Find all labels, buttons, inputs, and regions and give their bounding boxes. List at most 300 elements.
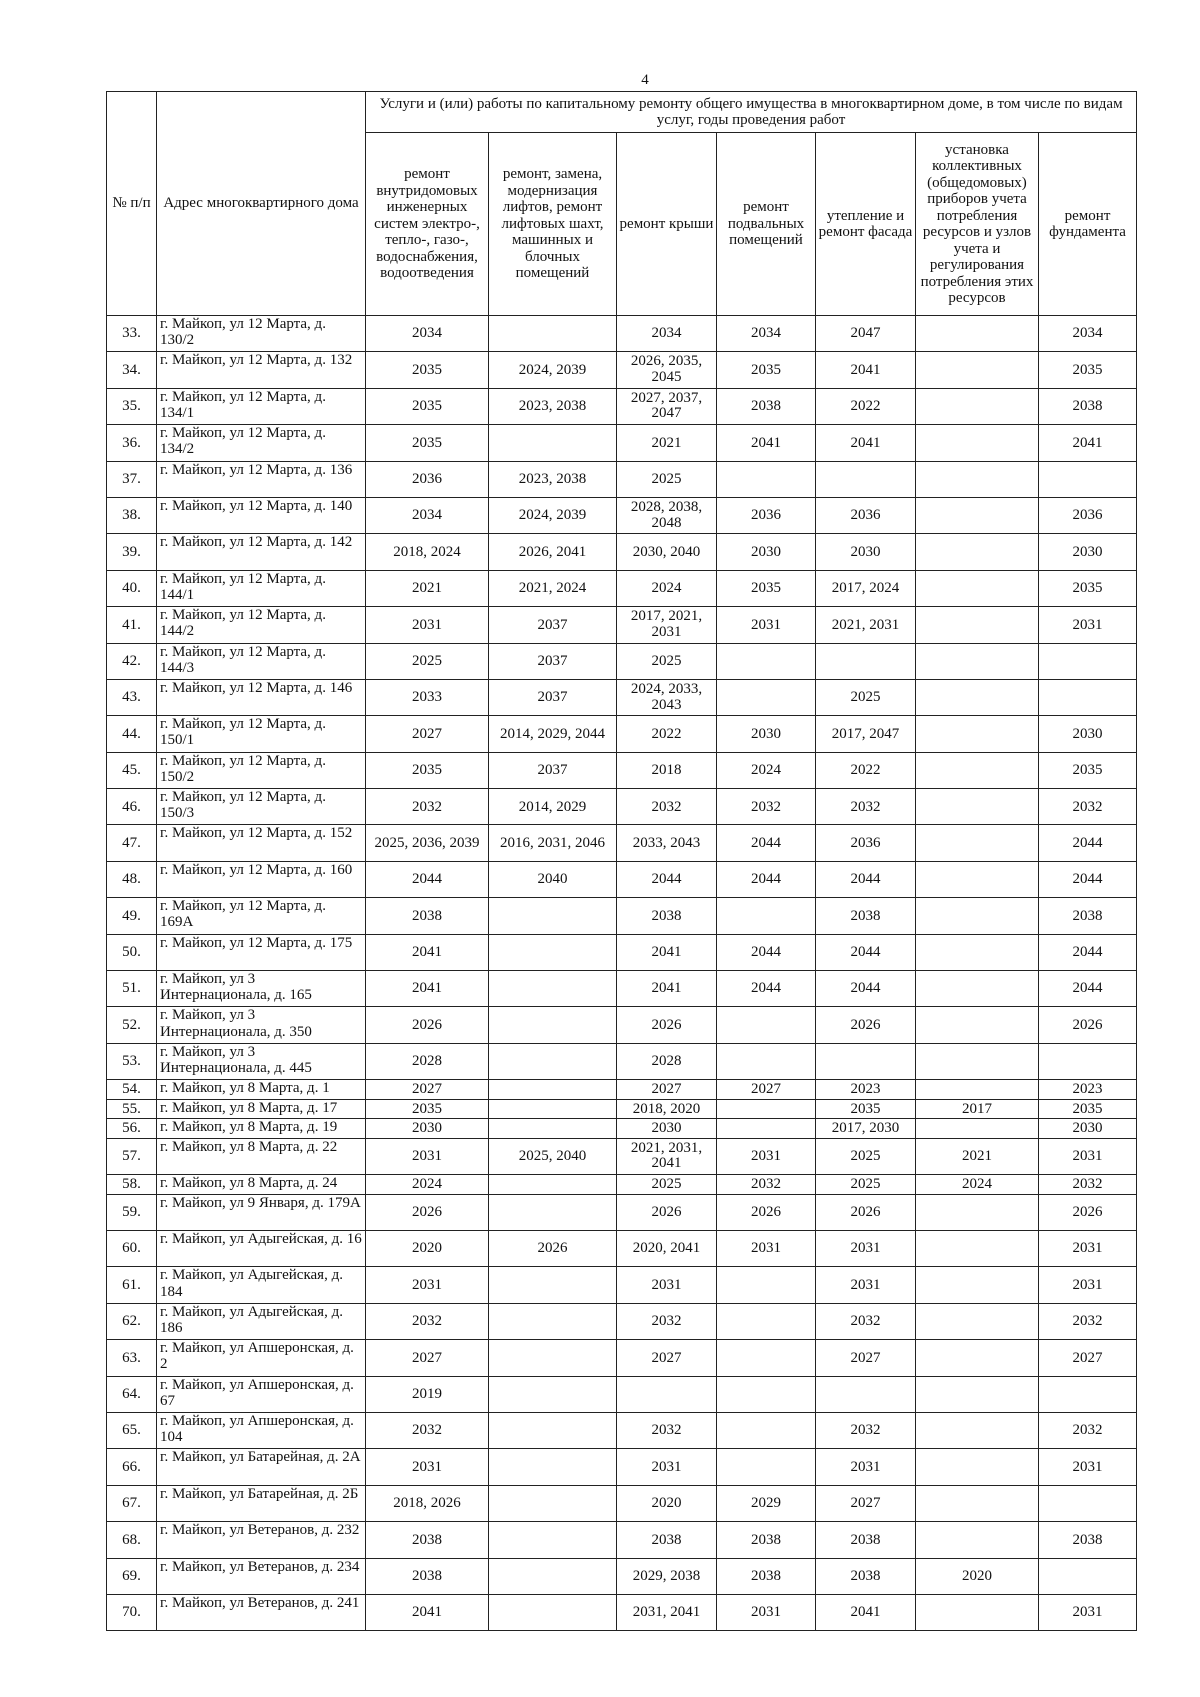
header-row-group bbox=[107, 92, 1137, 133]
cell-meters bbox=[916, 607, 1039, 643]
cell-engineering-systems: 2030 bbox=[366, 1119, 489, 1139]
cell-foundation: 2044 bbox=[1039, 861, 1137, 897]
cell-foundation: 2031 bbox=[1039, 1594, 1137, 1630]
address-cell: г. Майкоп, ул 9 Января, д. 179А bbox=[157, 1194, 366, 1230]
cell-roof: 2026 bbox=[617, 1194, 717, 1230]
cell-roof: 2022 bbox=[617, 716, 717, 752]
cell-basement: 2031 bbox=[717, 1230, 816, 1266]
cell-facade: 2036 bbox=[816, 497, 916, 533]
header-address: Адрес многоквартирного дома bbox=[157, 92, 366, 316]
cell-meters bbox=[916, 1230, 1039, 1266]
cell-engineering-systems: 2038 bbox=[366, 898, 489, 934]
cell-meters bbox=[916, 316, 1039, 352]
cell-engineering-systems: 2027 bbox=[366, 1340, 489, 1376]
cell-elevators bbox=[489, 1376, 617, 1412]
cell-roof bbox=[617, 1376, 717, 1412]
cell-facade: 2044 bbox=[816, 861, 916, 897]
address-cell: г. Майкоп, ул 12 Марта, д. 136 bbox=[157, 461, 366, 497]
address-cell: г. Майкоп, ул 12 Марта, д. 144/3 bbox=[157, 643, 366, 679]
table-row bbox=[107, 461, 1137, 497]
cell-roof: 2018, 2020 bbox=[617, 1099, 717, 1119]
cell-engineering-systems: 2035 bbox=[366, 352, 489, 388]
table-row bbox=[107, 316, 1137, 352]
cell-roof: 2017, 2021, 2031 bbox=[617, 607, 717, 643]
cell-engineering-systems: 2031 bbox=[366, 607, 489, 643]
cell-facade: 2025 bbox=[816, 679, 916, 715]
address-cell: г. Майкоп, ул 3 Интернационала, д. 165 bbox=[157, 971, 366, 1007]
cell-meters bbox=[916, 934, 1039, 970]
cell-foundation: 2032 bbox=[1039, 789, 1137, 825]
address-cell: г. Майкоп, ул Адыгейская, д. 16 bbox=[157, 1230, 366, 1266]
cell-engineering-systems: 2026 bbox=[366, 1194, 489, 1230]
table-row bbox=[107, 825, 1137, 861]
cell-roof: 2021, 2031, 2041 bbox=[617, 1138, 717, 1174]
cell-engineering-systems: 2027 bbox=[366, 1080, 489, 1100]
address-cell: г. Майкоп, ул 12 Марта, д. 142 bbox=[157, 534, 366, 570]
row-number: 33. bbox=[107, 316, 157, 352]
cell-roof: 2025 bbox=[617, 643, 717, 679]
address-cell: г. Майкоп, ул 12 Марта, д. 134/2 bbox=[157, 425, 366, 461]
address-cell: г. Майкоп, ул 12 Марта, д. 150/3 bbox=[157, 789, 366, 825]
cell-foundation: 2044 bbox=[1039, 934, 1137, 970]
cell-foundation bbox=[1039, 679, 1137, 715]
cell-roof: 2038 bbox=[617, 1522, 717, 1558]
cell-meters bbox=[916, 752, 1039, 788]
row-number: 43. bbox=[107, 679, 157, 715]
row-number: 66. bbox=[107, 1449, 157, 1485]
cell-basement: 2031 bbox=[717, 607, 816, 643]
cell-facade: 2038 bbox=[816, 1522, 916, 1558]
cell-foundation: 2031 bbox=[1039, 1449, 1137, 1485]
cell-meters bbox=[916, 1412, 1039, 1448]
cell-meters bbox=[916, 1303, 1039, 1339]
table-row bbox=[107, 1412, 1137, 1448]
table-row bbox=[107, 1449, 1137, 1485]
cell-elevators: 2037 bbox=[489, 752, 617, 788]
cell-foundation: 2031 bbox=[1039, 1230, 1137, 1266]
cell-foundation: 2027 bbox=[1039, 1340, 1137, 1376]
cell-facade: 2038 bbox=[816, 898, 916, 934]
cell-facade: 2031 bbox=[816, 1267, 916, 1303]
cell-meters bbox=[916, 1119, 1039, 1139]
row-number: 44. bbox=[107, 716, 157, 752]
cell-elevators: 2037 bbox=[489, 643, 617, 679]
cell-basement: 2044 bbox=[717, 934, 816, 970]
cell-engineering-systems: 2041 bbox=[366, 934, 489, 970]
table-row bbox=[107, 1138, 1137, 1174]
cell-engineering-systems: 2032 bbox=[366, 1412, 489, 1448]
cell-roof: 2026, 2035, 2045 bbox=[617, 352, 717, 388]
cell-foundation: 2030 bbox=[1039, 716, 1137, 752]
cell-basement: 2031 bbox=[717, 1138, 816, 1174]
address-cell: г. Майкоп, ул 12 Марта, д. 134/1 bbox=[157, 388, 366, 424]
table-row bbox=[107, 534, 1137, 570]
cell-foundation: 2032 bbox=[1039, 1412, 1137, 1448]
cell-meters bbox=[916, 1594, 1039, 1630]
address-cell: г. Майкоп, ул 12 Марта, д. 144/1 bbox=[157, 570, 366, 606]
table-row bbox=[107, 971, 1137, 1007]
cell-basement bbox=[717, 1119, 816, 1139]
table-row bbox=[107, 1558, 1137, 1594]
cell-elevators bbox=[489, 898, 617, 934]
cell-basement: 2024 bbox=[717, 752, 816, 788]
cell-engineering-systems: 2025 bbox=[366, 643, 489, 679]
cell-elevators: 2026, 2041 bbox=[489, 534, 617, 570]
cell-engineering-systems: 2021 bbox=[366, 570, 489, 606]
cell-facade: 2032 bbox=[816, 789, 916, 825]
address-cell: г. Майкоп, ул 12 Марта, д. 140 bbox=[157, 497, 366, 533]
cell-engineering-systems: 2019 bbox=[366, 1376, 489, 1412]
cell-elevators bbox=[489, 1412, 617, 1448]
table-row bbox=[107, 425, 1137, 461]
header-elevators: ремонт, замена, модернизация лифтов, ремонт лифтовых шахт, машинных и блочных помещений bbox=[489, 133, 617, 316]
address-cell: г. Майкоп, ул Адыгейская, д. 184 bbox=[157, 1267, 366, 1303]
cell-facade: 2026 bbox=[816, 1007, 916, 1043]
cell-engineering-systems: 2044 bbox=[366, 861, 489, 897]
cell-basement: 2032 bbox=[717, 789, 816, 825]
cell-facade: 2021, 2031 bbox=[816, 607, 916, 643]
cell-basement: 2044 bbox=[717, 861, 816, 897]
cell-engineering-systems: 2038 bbox=[366, 1522, 489, 1558]
cell-roof: 2034 bbox=[617, 316, 717, 352]
cell-foundation: 2026 bbox=[1039, 1194, 1137, 1230]
cell-basement: 2030 bbox=[717, 534, 816, 570]
cell-elevators bbox=[489, 1267, 617, 1303]
capital-repair-schedule-table bbox=[106, 91, 1137, 1631]
cell-elevators bbox=[489, 1099, 617, 1119]
cell-facade: 2027 bbox=[816, 1340, 916, 1376]
cell-meters bbox=[916, 1449, 1039, 1485]
table-row bbox=[107, 1175, 1137, 1195]
cell-basement: 2035 bbox=[717, 352, 816, 388]
cell-foundation: 2023 bbox=[1039, 1080, 1137, 1100]
cell-facade: 2025 bbox=[816, 1138, 916, 1174]
cell-facade bbox=[816, 643, 916, 679]
header-row-number: № п/п bbox=[107, 92, 157, 316]
header-foundation: ремонт фундамента bbox=[1039, 133, 1137, 316]
table-row bbox=[107, 1043, 1137, 1079]
cell-elevators: 2026 bbox=[489, 1230, 617, 1266]
cell-facade: 2025 bbox=[816, 1175, 916, 1195]
cell-foundation bbox=[1039, 461, 1137, 497]
cell-facade: 2032 bbox=[816, 1412, 916, 1448]
cell-elevators bbox=[489, 971, 617, 1007]
cell-facade: 2041 bbox=[816, 352, 916, 388]
cell-roof: 2026 bbox=[617, 1007, 717, 1043]
cell-basement bbox=[717, 1043, 816, 1079]
cell-roof: 2030, 2040 bbox=[617, 534, 717, 570]
row-number: 55. bbox=[107, 1099, 157, 1119]
cell-foundation: 2026 bbox=[1039, 1007, 1137, 1043]
cell-foundation bbox=[1039, 1376, 1137, 1412]
row-number: 48. bbox=[107, 861, 157, 897]
cell-meters: 2020 bbox=[916, 1558, 1039, 1594]
table-row bbox=[107, 1340, 1137, 1376]
table-row bbox=[107, 898, 1137, 934]
cell-basement: 2030 bbox=[717, 716, 816, 752]
cell-roof: 2025 bbox=[617, 1175, 717, 1195]
cell-facade: 2041 bbox=[816, 1594, 916, 1630]
cell-roof: 2027 bbox=[617, 1080, 717, 1100]
cell-elevators bbox=[489, 1119, 617, 1139]
cell-basement bbox=[717, 643, 816, 679]
cell-facade: 2031 bbox=[816, 1230, 916, 1266]
cell-engineering-systems: 2018, 2024 bbox=[366, 534, 489, 570]
address-cell: г. Майкоп, ул Ветеранов, д. 232 bbox=[157, 1522, 366, 1558]
cell-meters bbox=[916, 1376, 1039, 1412]
cell-facade: 2022 bbox=[816, 388, 916, 424]
cell-foundation bbox=[1039, 1485, 1137, 1521]
row-number: 38. bbox=[107, 497, 157, 533]
cell-basement bbox=[717, 1267, 816, 1303]
cell-basement: 2041 bbox=[717, 425, 816, 461]
cell-elevators bbox=[489, 1194, 617, 1230]
cell-roof: 2032 bbox=[617, 1412, 717, 1448]
row-number: 64. bbox=[107, 1376, 157, 1412]
cell-engineering-systems: 2038 bbox=[366, 1558, 489, 1594]
table-row bbox=[107, 388, 1137, 424]
cell-basement: 2038 bbox=[717, 1522, 816, 1558]
row-number: 36. bbox=[107, 425, 157, 461]
cell-meters bbox=[916, 1007, 1039, 1043]
cell-elevators: 2040 bbox=[489, 861, 617, 897]
row-number: 63. bbox=[107, 1340, 157, 1376]
cell-engineering-systems: 2018, 2026 bbox=[366, 1485, 489, 1521]
table-row bbox=[107, 752, 1137, 788]
address-cell: г. Майкоп, ул Ветеранов, д. 234 bbox=[157, 1558, 366, 1594]
page-number: 4 bbox=[641, 72, 649, 88]
cell-facade: 2044 bbox=[816, 971, 916, 1007]
row-number: 67. bbox=[107, 1485, 157, 1521]
cell-roof: 2033, 2043 bbox=[617, 825, 717, 861]
cell-basement bbox=[717, 1340, 816, 1376]
table-row bbox=[107, 1119, 1137, 1139]
cell-foundation: 2035 bbox=[1039, 570, 1137, 606]
cell-meters bbox=[916, 1080, 1039, 1100]
table-row bbox=[107, 1267, 1137, 1303]
cell-facade: 2031 bbox=[816, 1449, 916, 1485]
cell-foundation: 2034 bbox=[1039, 316, 1137, 352]
cell-engineering-systems: 2026 bbox=[366, 1007, 489, 1043]
cell-elevators: 2037 bbox=[489, 679, 617, 715]
cell-basement bbox=[717, 1449, 816, 1485]
cell-basement: 2036 bbox=[717, 497, 816, 533]
cell-roof: 2028 bbox=[617, 1043, 717, 1079]
cell-engineering-systems: 2031 bbox=[366, 1138, 489, 1174]
cell-basement: 2027 bbox=[717, 1080, 816, 1100]
cell-elevators: 2021, 2024 bbox=[489, 570, 617, 606]
row-number: 61. bbox=[107, 1267, 157, 1303]
cell-meters bbox=[916, 352, 1039, 388]
cell-meters bbox=[916, 789, 1039, 825]
cell-engineering-systems: 2024 bbox=[366, 1175, 489, 1195]
cell-facade: 2038 bbox=[816, 1558, 916, 1594]
cell-elevators bbox=[489, 934, 617, 970]
table-row bbox=[107, 1594, 1137, 1630]
table-row bbox=[107, 1194, 1137, 1230]
row-number: 54. bbox=[107, 1080, 157, 1100]
address-cell: г. Майкоп, ул 12 Марта, д. 146 bbox=[157, 679, 366, 715]
row-number: 60. bbox=[107, 1230, 157, 1266]
cell-basement bbox=[717, 1303, 816, 1339]
address-cell: г. Майкоп, ул Апшеронская, д. 104 bbox=[157, 1412, 366, 1448]
cell-meters bbox=[916, 1194, 1039, 1230]
row-number: 62. bbox=[107, 1303, 157, 1339]
cell-foundation: 2035 bbox=[1039, 1099, 1137, 1119]
cell-roof: 2025 bbox=[617, 461, 717, 497]
cell-elevators: 2024, 2039 bbox=[489, 497, 617, 533]
cell-roof: 2031 bbox=[617, 1449, 717, 1485]
cell-facade bbox=[816, 1043, 916, 1079]
cell-elevators: 2023, 2038 bbox=[489, 461, 617, 497]
table-body bbox=[107, 316, 1137, 1631]
cell-basement bbox=[717, 1007, 816, 1043]
cell-basement: 2038 bbox=[717, 1558, 816, 1594]
cell-engineering-systems: 2032 bbox=[366, 1303, 489, 1339]
row-number: 46. bbox=[107, 789, 157, 825]
cell-elevators bbox=[489, 1007, 617, 1043]
cell-facade: 2017, 2030 bbox=[816, 1119, 916, 1139]
cell-elevators bbox=[489, 1175, 617, 1195]
cell-meters bbox=[916, 1485, 1039, 1521]
row-number: 70. bbox=[107, 1594, 157, 1630]
header-facade: утепление и ремонт фасада bbox=[816, 133, 916, 316]
address-cell: г. Майкоп, ул 8 Марта, д. 1 bbox=[157, 1080, 366, 1100]
cell-facade: 2035 bbox=[816, 1099, 916, 1119]
cell-roof: 2024 bbox=[617, 570, 717, 606]
header-meters: установка коллективных (общедомовых) приборов учета потребления ресурсов и узлов учета и регулирования потребления этих ресурсов bbox=[916, 133, 1039, 316]
cell-facade: 2041 bbox=[816, 425, 916, 461]
cell-elevators bbox=[489, 1594, 617, 1630]
cell-meters bbox=[916, 425, 1039, 461]
cell-engineering-systems: 2034 bbox=[366, 316, 489, 352]
cell-meters bbox=[916, 1267, 1039, 1303]
cell-basement: 2026 bbox=[717, 1194, 816, 1230]
cell-elevators: 2014, 2029 bbox=[489, 789, 617, 825]
address-cell: г. Майкоп, ул 12 Марта, д. 169А bbox=[157, 898, 366, 934]
cell-roof: 2038 bbox=[617, 898, 717, 934]
cell-elevators: 2014, 2029, 2044 bbox=[489, 716, 617, 752]
row-number: 45. bbox=[107, 752, 157, 788]
cell-facade: 2032 bbox=[816, 1303, 916, 1339]
cell-engineering-systems: 2036 bbox=[366, 461, 489, 497]
row-number: 34. bbox=[107, 352, 157, 388]
cell-facade: 2026 bbox=[816, 1194, 916, 1230]
cell-meters bbox=[916, 1340, 1039, 1376]
cell-foundation: 2032 bbox=[1039, 1175, 1137, 1195]
cell-elevators bbox=[489, 316, 617, 352]
cell-foundation: 2032 bbox=[1039, 1303, 1137, 1339]
row-number: 57. bbox=[107, 1138, 157, 1174]
cell-meters: 2017 bbox=[916, 1099, 1039, 1119]
cell-meters bbox=[916, 825, 1039, 861]
cell-foundation: 2031 bbox=[1039, 607, 1137, 643]
table-row bbox=[107, 1376, 1137, 1412]
table-row bbox=[107, 1099, 1137, 1119]
cell-meters bbox=[916, 497, 1039, 533]
address-cell: г. Майкоп, ул Апшеронская, д. 67 bbox=[157, 1376, 366, 1412]
cell-roof: 2021 bbox=[617, 425, 717, 461]
address-cell: г. Майкоп, ул 12 Марта, д. 150/2 bbox=[157, 752, 366, 788]
row-number: 69. bbox=[107, 1558, 157, 1594]
cell-basement: 2029 bbox=[717, 1485, 816, 1521]
cell-meters: 2024 bbox=[916, 1175, 1039, 1195]
address-cell: г. Майкоп, ул 8 Марта, д. 24 bbox=[157, 1175, 366, 1195]
cell-foundation: 2030 bbox=[1039, 534, 1137, 570]
cell-meters bbox=[916, 534, 1039, 570]
cell-facade: 2022 bbox=[816, 752, 916, 788]
cell-elevators bbox=[489, 1449, 617, 1485]
cell-meters bbox=[916, 716, 1039, 752]
cell-elevators bbox=[489, 425, 617, 461]
table-row bbox=[107, 497, 1137, 533]
cell-elevators: 2023, 2038 bbox=[489, 388, 617, 424]
address-cell: г. Майкоп, ул 8 Марта, д. 19 bbox=[157, 1119, 366, 1139]
cell-engineering-systems: 2034 bbox=[366, 497, 489, 533]
cell-engineering-systems: 2033 bbox=[366, 679, 489, 715]
cell-basement: 2044 bbox=[717, 971, 816, 1007]
cell-roof: 2024, 2033, 2043 bbox=[617, 679, 717, 715]
row-number: 37. bbox=[107, 461, 157, 497]
table-row bbox=[107, 570, 1137, 606]
address-cell: г. Майкоп, ул 12 Марта, д. 175 bbox=[157, 934, 366, 970]
cell-foundation: 2038 bbox=[1039, 898, 1137, 934]
cell-facade: 2036 bbox=[816, 825, 916, 861]
row-number: 49. bbox=[107, 898, 157, 934]
address-cell: г. Майкоп, ул 3 Интернационала, д. 350 bbox=[157, 1007, 366, 1043]
cell-roof: 2027 bbox=[617, 1340, 717, 1376]
cell-roof: 2044 bbox=[617, 861, 717, 897]
row-number: 56. bbox=[107, 1119, 157, 1139]
cell-basement bbox=[717, 1376, 816, 1412]
cell-facade: 2030 bbox=[816, 534, 916, 570]
cell-elevators bbox=[489, 1340, 617, 1376]
cell-basement: 2034 bbox=[717, 316, 816, 352]
row-number: 58. bbox=[107, 1175, 157, 1195]
address-cell: г. Майкоп, ул Батарейная, д. 2А bbox=[157, 1449, 366, 1485]
cell-meters bbox=[916, 643, 1039, 679]
cell-engineering-systems: 2035 bbox=[366, 752, 489, 788]
address-cell: г. Майкоп, ул 12 Марта, д. 144/2 bbox=[157, 607, 366, 643]
cell-foundation: 2038 bbox=[1039, 1522, 1137, 1558]
cell-roof: 2031 bbox=[617, 1267, 717, 1303]
cell-meters bbox=[916, 1043, 1039, 1079]
cell-foundation bbox=[1039, 643, 1137, 679]
address-cell: г. Майкоп, ул 12 Марта, д. 150/1 bbox=[157, 716, 366, 752]
cell-foundation: 2038 bbox=[1039, 388, 1137, 424]
cell-elevators: 2025, 2040 bbox=[489, 1138, 617, 1174]
address-cell: г. Майкоп, ул Адыгейская, д. 186 bbox=[157, 1303, 366, 1339]
cell-basement: 2032 bbox=[717, 1175, 816, 1195]
cell-facade: 2047 bbox=[816, 316, 916, 352]
cell-foundation: 2041 bbox=[1039, 425, 1137, 461]
cell-roof: 2029, 2038 bbox=[617, 1558, 717, 1594]
address-cell: г. Майкоп, ул Батарейная, д. 2Б bbox=[157, 1485, 366, 1521]
row-number: 50. bbox=[107, 934, 157, 970]
row-number: 41. bbox=[107, 607, 157, 643]
cell-engineering-systems: 2031 bbox=[366, 1449, 489, 1485]
table-row bbox=[107, 934, 1137, 970]
cell-basement: 2038 bbox=[717, 388, 816, 424]
header-engineering-systems: ремонт внутридомовых инженерных систем электро-, тепло-, газо-, водоснабжения, водоотведения bbox=[366, 133, 489, 316]
cell-engineering-systems: 2035 bbox=[366, 1099, 489, 1119]
address-cell: г. Майкоп, ул 12 Марта, д. 130/2 bbox=[157, 316, 366, 352]
cell-basement bbox=[717, 1412, 816, 1448]
cell-roof: 2031, 2041 bbox=[617, 1594, 717, 1630]
row-number: 39. bbox=[107, 534, 157, 570]
address-cell: г. Майкоп, ул 12 Марта, д. 152 bbox=[157, 825, 366, 861]
header-roof: ремонт крыши bbox=[617, 133, 717, 316]
